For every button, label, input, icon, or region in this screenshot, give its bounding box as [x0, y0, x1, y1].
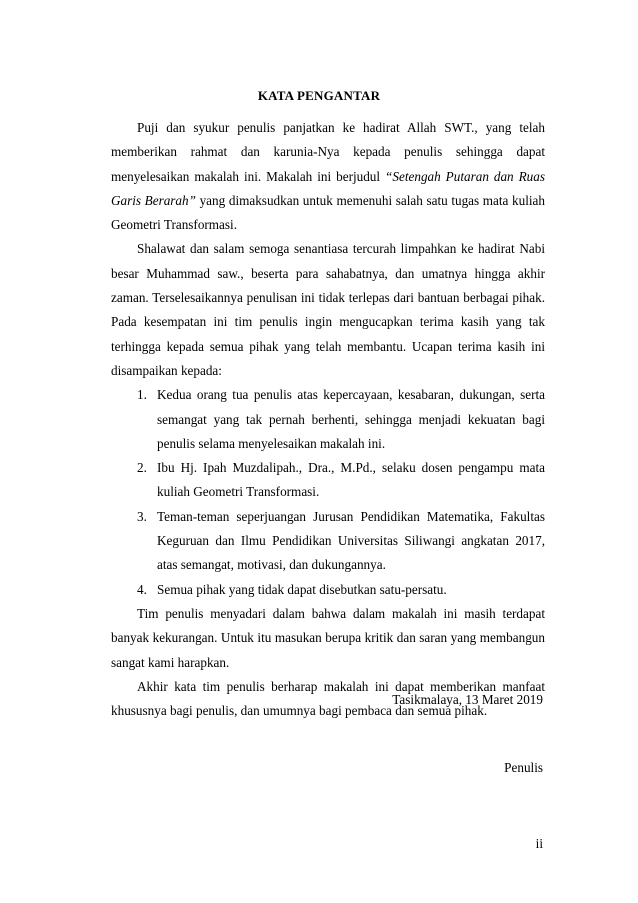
list-item-number: 4.	[137, 581, 147, 597]
document-body	[111, 116, 545, 723]
list-item-text: Semua pihak yang tidak dapat disebutkan satu-persatu.	[157, 581, 447, 597]
paragraph-opening-end: yang dimaksudkan untuk memenuhi salah satu tugas mata kuliah Geometri Transformasi.	[111, 192, 545, 233]
list-item	[111, 456, 545, 505]
paragraph-closing: Akhir kata tim penulis berharap makalah ini dapat memberikan manfaat khususnya bagi penulis, dan umumnya bagi pembaca dan semua pihak.	[111, 678, 545, 719]
list-item-number: 1.	[137, 387, 147, 403]
list-item-text: Ibu Hj. Ipah Muzdalipah., Dra., M.Pd., selaku dosen pengampu mata kuliah Geometri Transformasi.	[157, 460, 545, 500]
place-date: Tasikmalaya, 13 Maret 2019	[392, 692, 543, 707]
paragraph-opening	[111, 116, 545, 237]
page-number: ii	[535, 836, 543, 851]
paper-title: “Setengah Putaran dan Ruas Garis Berarah”	[111, 168, 545, 208]
list-item	[111, 578, 545, 602]
list-item	[111, 505, 545, 578]
page-title: KATA PENGANTAR	[257, 88, 381, 103]
signer-name: Penulis	[504, 760, 543, 775]
list-item-text: Teman-teman seperjuangan Jurusan Pendidikan Matematika, Fakultas Keguruan dan Ilmu Pendidikan Universitas Siliwangi angkatan 2017, atas semangat, motivasi, dan dukungannya.	[157, 508, 545, 573]
list-item-number: 3.	[137, 508, 147, 524]
list-item	[111, 383, 545, 456]
paragraph-opening-start: Puji dan syukur penulis panjatkan ke hadirat Allah SWT., yang telah memberikan rahmat dan karunia-Nya kepada penulis sehingga dapat menyelesaikan makalah ini. Makalah ini berjudul	[111, 120, 545, 184]
paragraph-shortcomings: Tim penulis menyadari dalam bahwa dalam makalah ini masih terdapat banyak kekurangan. Untuk itu masukan berupa kritik dan saran yang membangun sangat kami harapkan.	[111, 605, 545, 670]
list-item-number: 2.	[137, 460, 147, 476]
list-item-text: Kedua orang tua penulis atas kepercayaan, kesabaran, dukungan, serta semangat yang tak pernah berhenti, sehingga menjadi kekuatan bagi penulis selama menyelesaikan makalah ini.	[157, 387, 545, 451]
paragraph-shalawat: Shalawat dan salam semoga senantiasa tercurah limpahkan ke hadirat Nabi besar Muhammad saw., beserta para sahabatnya, dan umatnya hingga akhir zaman. Terselesaikannya penulisan ini tidak terlepas dari bantuan berbagai pihak. Pada kesempatan ini tim penulis ingin mengucapkan terima kasih yang tak terhingga kepada semua pihak yang telah membantu. Ucapan terima kasih ini disampaikan kepada:	[111, 241, 545, 378]
thanks-list	[111, 383, 545, 602]
